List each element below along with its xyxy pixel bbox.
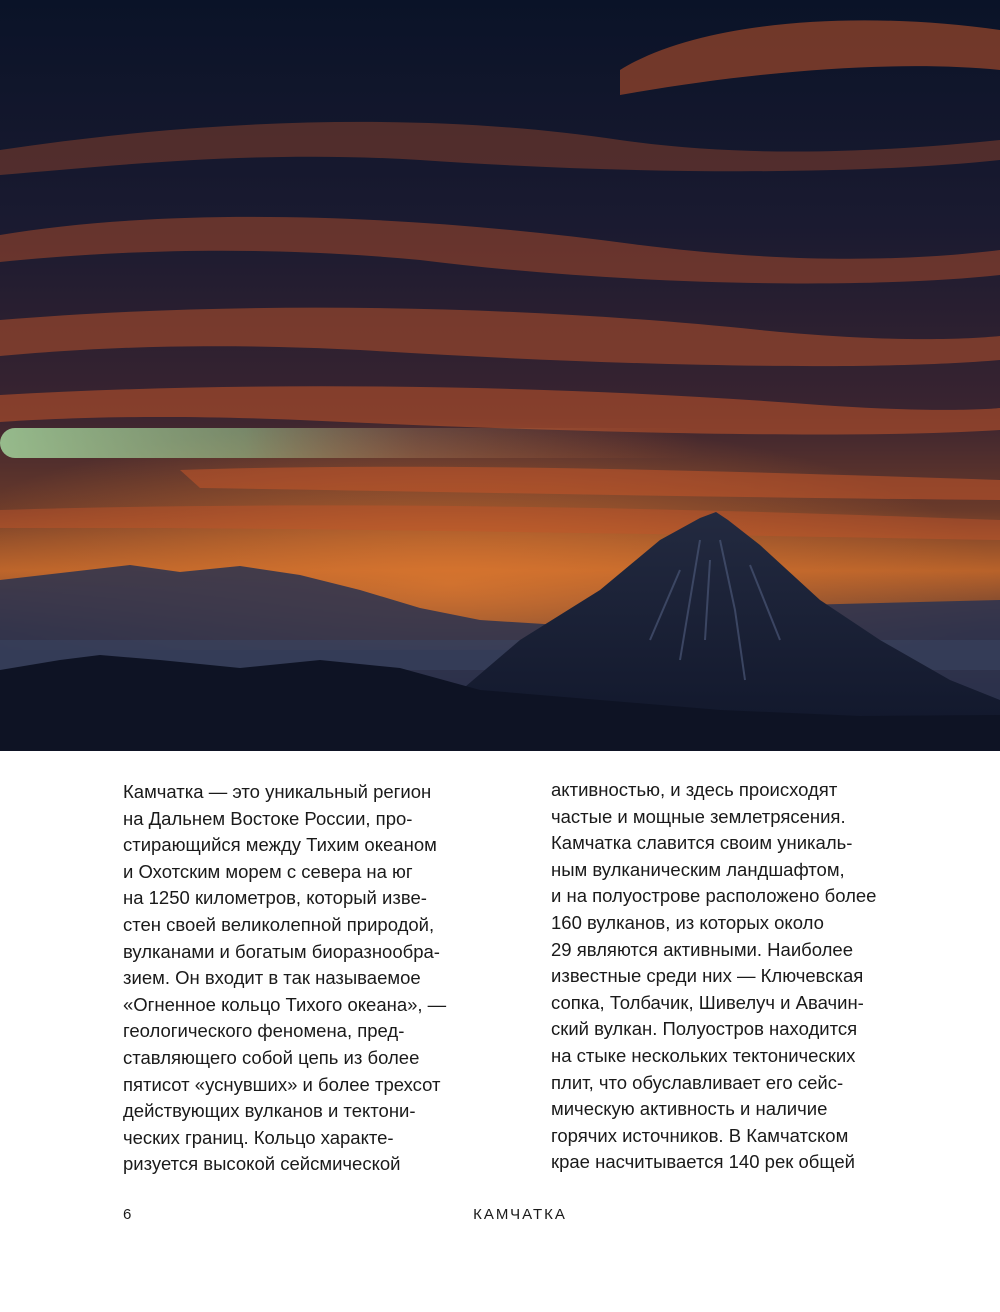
aurora-glow	[0, 428, 700, 458]
page-number: 6	[123, 1206, 132, 1223]
text-line: Камчатка — это уникальный регион	[123, 781, 432, 802]
text-line: вулканами и богатым биоразнообра-	[123, 940, 440, 962]
text-line: ным вулканическим ландшафтом,	[551, 858, 845, 880]
text-line: на 1250 километров, который изве-	[123, 887, 427, 909]
text-line: «Огненное кольцо Тихого океана», —	[123, 993, 447, 1015]
running-head: КАМЧАТКА	[473, 1206, 567, 1223]
body-text-right-column	[551, 777, 921, 1176]
text-line: стен своей великолепной природой,	[123, 913, 435, 935]
text-line: плит, что обуславливает его сейс-	[551, 1071, 844, 1093]
text-line: известные среди них — Ключевская	[551, 965, 864, 987]
text-line: Камчатка славится своим уникаль-	[551, 832, 853, 854]
text-line: 29 являются активными. Наиболее	[551, 938, 853, 960]
text-line: сопка, Толбачик, Шивелуч и Авачин-	[551, 991, 864, 1013]
text-line: пятисот «уснувших» и более трехсот	[123, 1073, 441, 1095]
text-line: и Охотским морем с севера на юг	[123, 860, 413, 882]
text-line: зием. Он входит в так называемое	[123, 967, 421, 989]
text-line: 160 вулканов, из которых около	[551, 911, 824, 933]
text-line: крае насчитывается 140 рек общей	[551, 1151, 855, 1173]
text-line: стирающийся между Тихим океаном	[123, 834, 437, 856]
text-line: геологического феномена, пред-	[123, 1020, 405, 1042]
text-line: ставляющего собой цепь из более	[123, 1046, 420, 1068]
text-line: на Дальнем Востоке России, про-	[123, 807, 413, 829]
text-line: ризуется высокой сейсмической	[123, 1153, 401, 1175]
text-line: действующих вулканов и тектони-	[123, 1100, 416, 1122]
text-line: ский вулкан. Полуостров находится	[551, 1018, 858, 1040]
text-line: мическую активность и наличие	[551, 1098, 828, 1120]
text-line: на стыке нескольких тектонических	[551, 1044, 856, 1066]
text-line: ческих границ. Кольцо характе-	[123, 1126, 394, 1148]
text-line: частые и мощные землетрясения.	[551, 805, 846, 827]
text-line: и на полуострове расположено более	[551, 885, 877, 907]
text-line: горячих источников. В Камчатском	[551, 1124, 849, 1146]
body-text-left-column	[123, 779, 493, 1178]
text-line: активностью, и здесь происходят	[551, 779, 838, 800]
